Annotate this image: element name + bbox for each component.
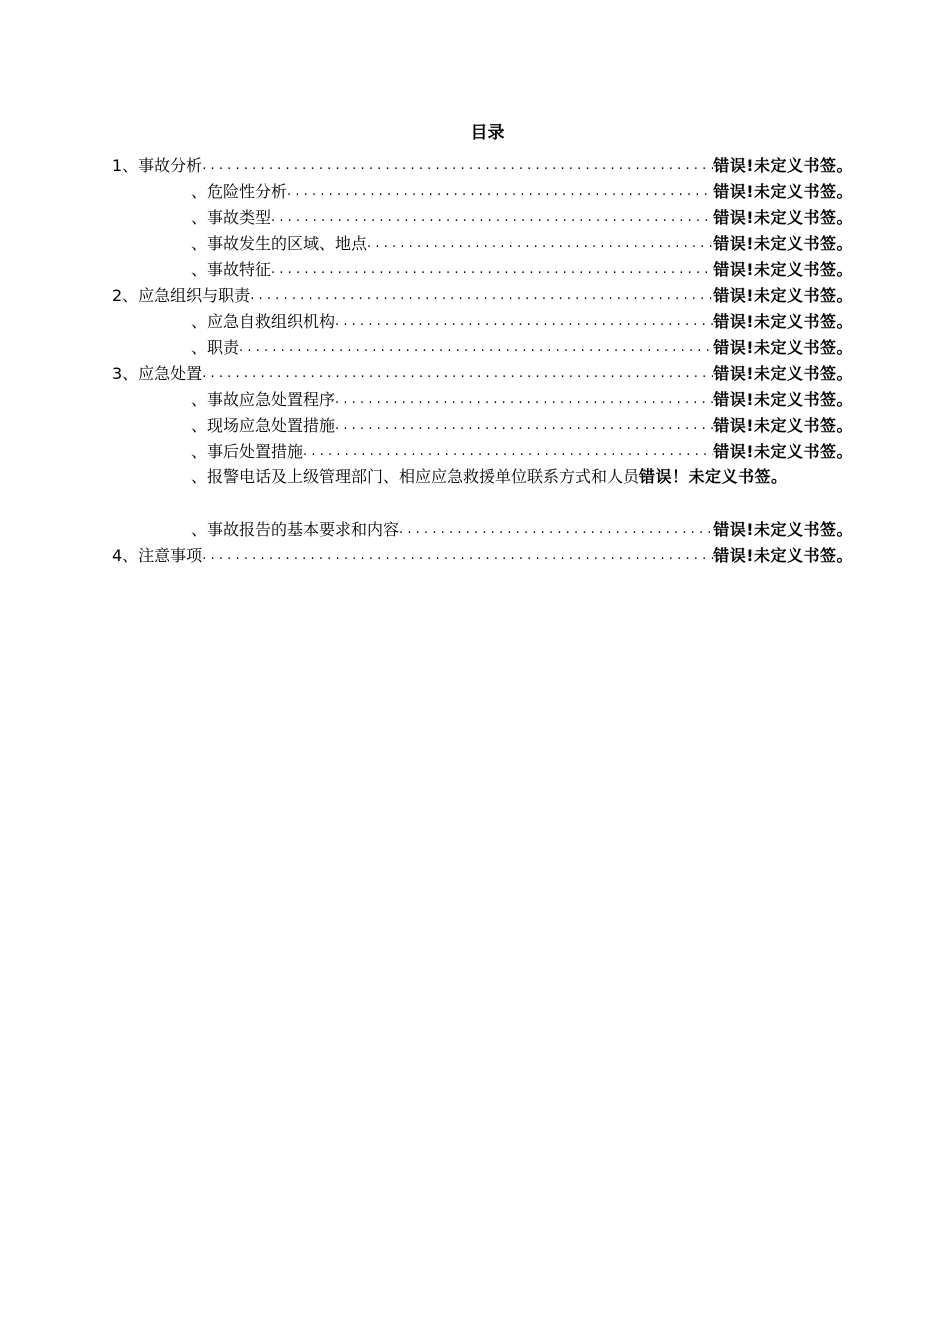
toc-entry-page: 错误!未定义书签。 (713, 338, 853, 357)
toc-entry[interactable] (112, 464, 853, 516)
toc-entry-text: 、事故发生的区域、地点 (191, 234, 368, 253)
toc-entry-page: 错误!未定义书签。 (713, 182, 853, 201)
toc-list (112, 152, 853, 568)
toc-entry-text: 、事故报告的基本要求和内容 (191, 520, 400, 539)
toc-entry-text: 、事故类型 (191, 208, 272, 227)
toc-entry-page: 错误!未定义书签。 (713, 416, 853, 435)
toc-leader-dots (202, 362, 713, 386)
toc-leader-dots (202, 154, 713, 178)
toc-entry[interactable] (112, 282, 853, 308)
toc-entry[interactable] (112, 516, 853, 542)
toc-leader-dots (202, 544, 713, 568)
toc-entry[interactable] (112, 256, 853, 282)
toc-entry-text: 、应急自救组织机构 (191, 312, 336, 331)
toc-title: 目录 (470, 123, 505, 143)
toc-entry-page: 错误!未定义书签。 (713, 390, 853, 409)
toc-leader-dots (303, 440, 713, 464)
toc-entry[interactable] (112, 308, 853, 334)
toc-entry-text: 、事故应急处置程序 (191, 390, 336, 409)
toc-entry[interactable] (112, 204, 853, 230)
toc-entry-text: 4、注意事项 (112, 546, 203, 565)
toc-entry-page: 错误!未定义书签。 (713, 208, 853, 227)
toc-leader-dots (250, 284, 713, 308)
toc-entry-page: 错误!未定义书签。 (713, 364, 853, 383)
toc-leader-dots (287, 180, 713, 204)
toc-entry[interactable] (112, 360, 853, 386)
toc-leader-dots (335, 414, 713, 438)
toc-entry-page: 错误!未定义书签。 (713, 286, 853, 305)
toc-entry-page: 错误!未定义书签。 (713, 260, 853, 279)
toc-entry[interactable] (112, 386, 853, 412)
toc-entry-page: 错误!未定义书签。 (713, 520, 853, 539)
toc-entry-page: 错误!未定义书签。 (713, 156, 853, 175)
toc-entry[interactable] (112, 178, 853, 204)
toc-entry-page: 错误！未定义书签。 (639, 467, 788, 486)
toc-entry-text: 、危险性分析 (191, 182, 288, 201)
toc-leader-dots (271, 206, 713, 230)
toc-leader-dots (335, 310, 713, 334)
toc-entry-text: 、职责 (191, 338, 240, 357)
toc-entry-page: 错误!未定义书签。 (713, 234, 853, 253)
toc-entry-page: 错误!未定义书签。 (713, 546, 853, 565)
toc-entry-text: 2、应急组织与职责 (112, 286, 251, 305)
toc-entry[interactable] (112, 334, 853, 360)
toc-entry-text: 、事故特征 (191, 260, 272, 279)
toc-entry-text: 1、事故分析 (112, 156, 203, 175)
toc-leader-dots (271, 258, 713, 282)
toc-entry[interactable] (112, 412, 853, 438)
toc-entry[interactable] (112, 542, 853, 568)
toc-leader-dots (239, 336, 713, 360)
toc-leader-dots (367, 232, 713, 256)
toc-entry-text: 、报警电话及上级管理部门、相应应急救援单位联系方式和人员 (191, 467, 640, 486)
toc-entry-page: 错误!未定义书签。 (713, 442, 853, 461)
toc-entry[interactable] (112, 152, 853, 178)
toc-leader-dots (399, 518, 713, 542)
toc-entry[interactable] (112, 230, 853, 256)
toc-entry-text: 、现场应急处置措施 (191, 416, 336, 435)
toc-entry-page: 错误!未定义书签。 (713, 312, 853, 331)
toc-entry[interactable] (112, 438, 853, 464)
toc-leader-dots (335, 388, 713, 412)
toc-entry-text: 3、应急处置 (112, 364, 203, 383)
toc-entry-text: 、事后处置措施 (191, 442, 304, 461)
